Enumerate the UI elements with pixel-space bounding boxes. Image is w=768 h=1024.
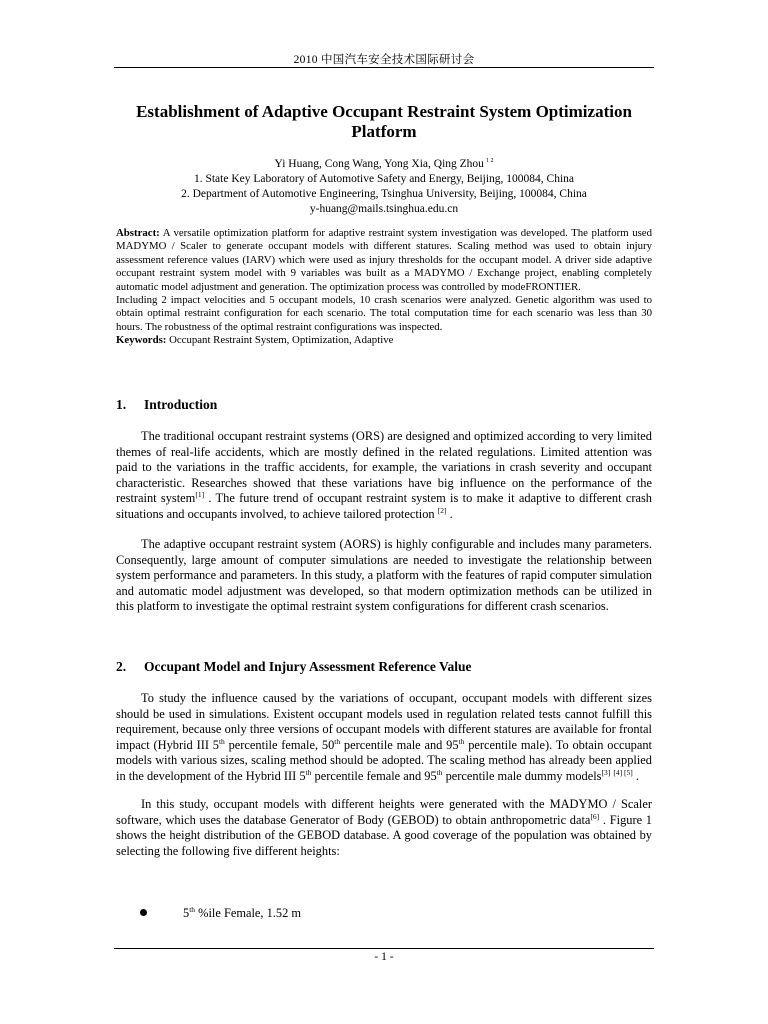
author-affiliation-marks: 1 2	[485, 158, 494, 164]
bullet-icon	[140, 909, 147, 916]
list-item: 5th %ile Female, 1.52 m	[140, 906, 301, 921]
citation-1: [1]	[195, 490, 205, 499]
running-header: 2010 中国汽车安全技术国际研讨会	[293, 54, 475, 66]
abstract-paragraph-1: Abstract: A versatile optimization platform for adaptive restraint system investigation was developed. The platform used MADYMO / Scaler to generate occupant models with different statures. Scaling method was used to obtain injury assessment reference values (IARV) which were used as injury thresholds for the occupant model. A driver side adaptive occupant restraint system model with 9 variables was built as a MADYMO / Exchange project, enabling completely automatic model adjustment and generation. The optimization process was controlled by modeFRONTIER.	[116, 227, 652, 293]
footer-divider	[114, 948, 654, 949]
section-1-body	[116, 429, 652, 615]
affiliation-2: 2. Department of Automotive Engineering, Tsinghua University, Beijing, 100084, China	[181, 188, 587, 200]
header-divider	[114, 67, 654, 68]
author-email: y-huang@mails.tsinghua.edu.cn	[309, 203, 459, 215]
citation-2: [2]	[437, 505, 447, 515]
title-line-2: Platform	[351, 122, 417, 141]
abstract	[116, 227, 652, 348]
model-paragraph-1: To study the influence caused by the variations of occupant, occupant models with different sizes should be used in simulations. Existent occupant models used in regulation related tests cannot fulfill this requirement, because only three versions of occupant models with different statures are available for frontal impact (Hybrid III 5th percentile female, 50th percentile male and 95th percentile male). To obtain occupant models with various sizes, scaling method should be adopted. The scaling method has already been applied in the development of the Hybrid III 5th percentile female and 95th percentile male dummy models[3] [4] [5] .	[116, 691, 652, 783]
abstract-paragraph-2: Including 2 impact velocities and 5 occupant models, 10 crash scenarios were analyzed. Genetic algorithm was used to obtain optimal restraint configuration for each scenario. The total computation time for each scenario was less than 30 hours. The robustness of the optimal restraint configurations was inspected.	[116, 294, 652, 333]
citation-6: [6]	[590, 811, 600, 821]
section-heading-introduction: 1. Introduction	[116, 397, 218, 412]
title-line-1: Establishment of Adaptive Occupant Restraint System Optimization	[136, 102, 632, 121]
keywords: Keywords: Occupant Restraint System, Optimization, Adaptive	[116, 334, 394, 347]
author-names: Yi Huang, Cong Wang, Yong Xia, Qing Zhou $^{1 2}$	[274, 158, 494, 170]
model-paragraph-2: In this study, occupant models with different heights were generated with the MADYMO / Scaler software, which uses the database Generator of Body (GEBOD) to obtain anthropometric data[6] . Figure 1 shows the height distribution of the GEBOD database. A good coverage of the population was obtained by selecting the following five different heights:	[116, 797, 653, 858]
intro-paragraph-2: The adaptive occupant restraint system (AORS) is highly configurable and includes many parameters. Consequently, large amount of computer simulations are needed to investigate the relationship between system performance and parameters. In this study, a platform with the features of rapid computer simulation and automatic model adjustment was developed, so that modern optimization methods can be utilized in this platform to investigate the optimal restraint system configurations for different crash scenarios.	[116, 537, 652, 613]
abstract-label: Abstract:	[116, 227, 160, 239]
intro-paragraph-1: The traditional occupant restraint systems (ORS) are designed and optimized according to very limited themes of real-life accidents, which are mostly defined in the related regulations. Limited attention was paid to the variations in the traffic accidents, for example, the variations in crash severity and occupant characteristic. Researches showed that these variations have big influence on the performance of the restraint system[1] . The future trend of occupant restraint system is to make it adaptive to different crash situations and occupants involved, to achieve tailored protection [2] .	[116, 429, 652, 521]
section-2-body	[116, 691, 652, 859]
paper-title	[114, 102, 654, 142]
section-heading-occupant-model: 2. Occupant Model and Injury Assessment Reference Value	[116, 659, 472, 674]
affiliation-1: 1. State Key Laboratory of Automotive Safety and Energy, Beijing, 100084, China	[193, 173, 575, 185]
citation-3: [3]	[601, 767, 611, 777]
author-block	[114, 154, 654, 217]
page-number: - 1 -	[374, 951, 394, 963]
keywords-label: Keywords:	[116, 334, 167, 347]
citation-4-5: [4] [5]	[613, 767, 633, 777]
